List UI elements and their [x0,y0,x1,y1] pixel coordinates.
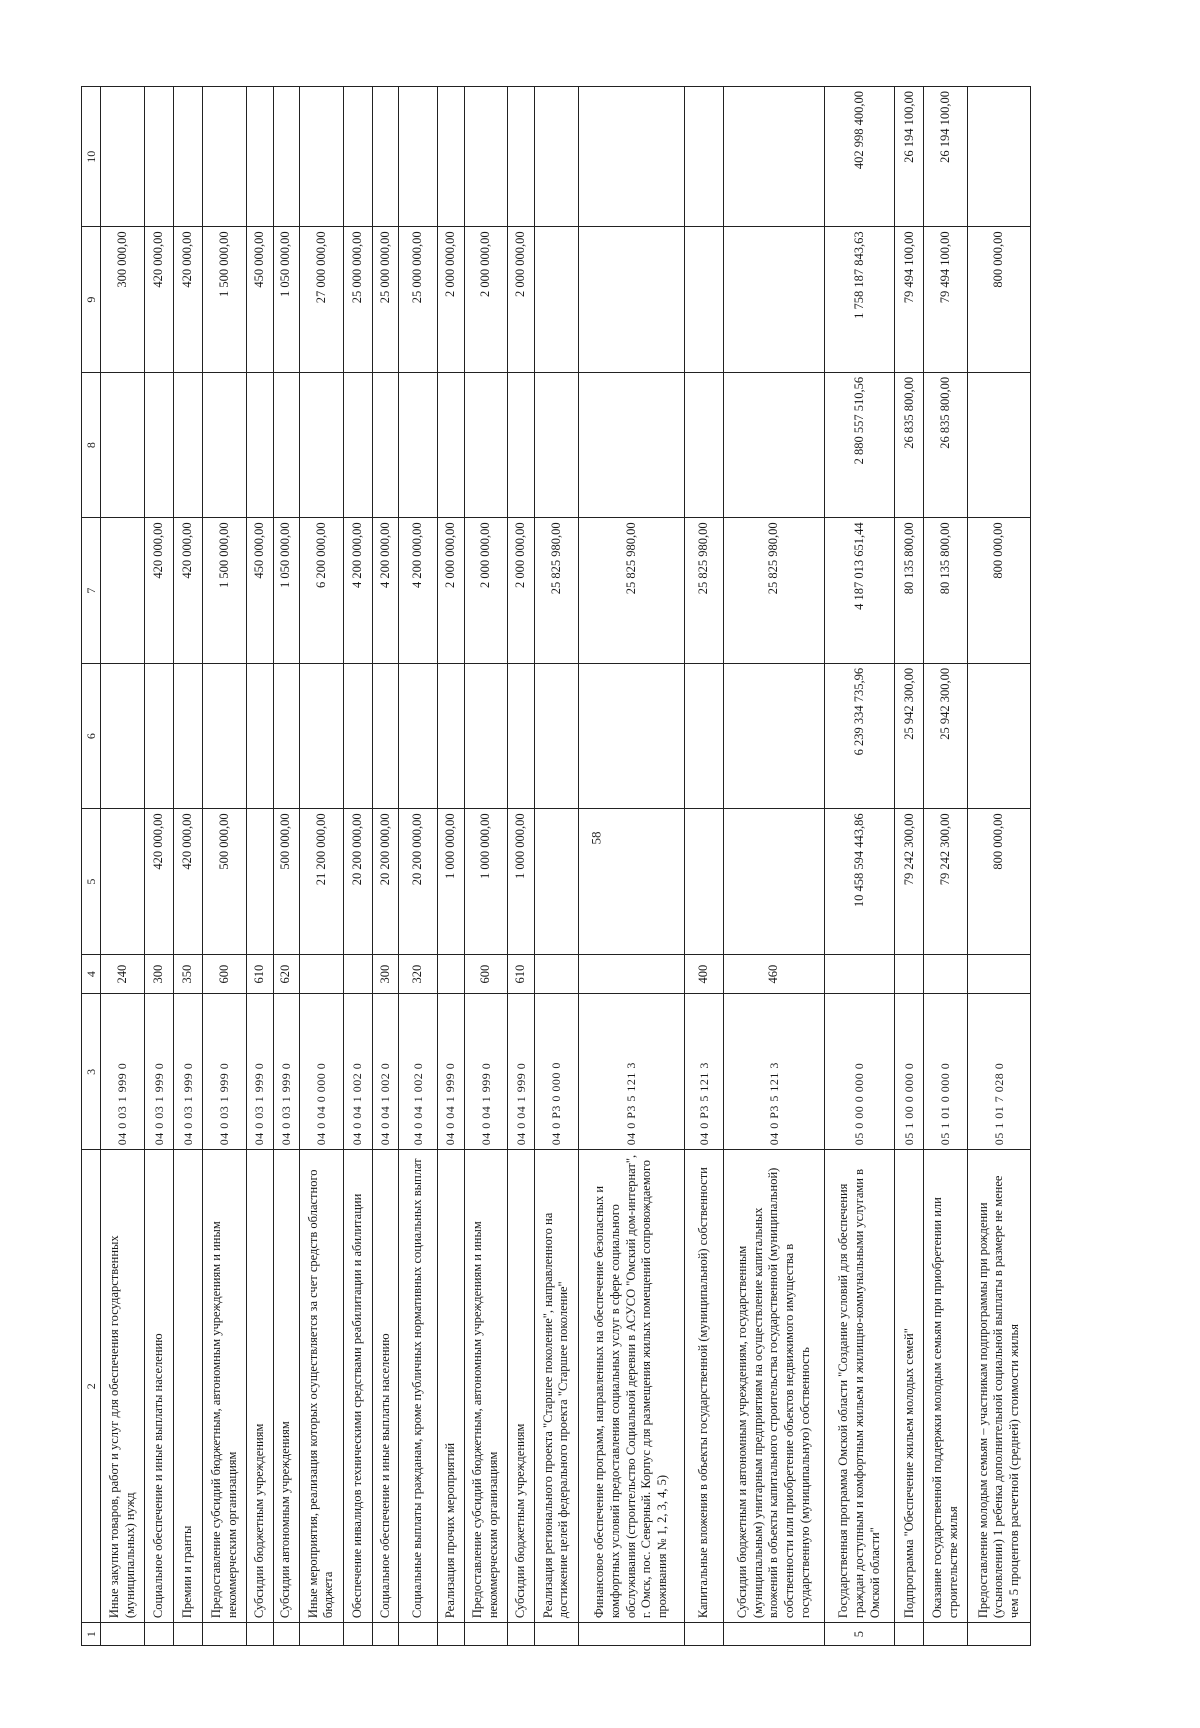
cell-col-8 [535,372,579,518]
cell-col-2: Реализация прочих мероприятий [438,1150,465,1623]
cell-col-4: 300 [372,954,399,993]
cell-col-2: Предоставление субсидий бюджетным, автономным учреждениям и иным некоммерческим организациям [203,1150,247,1623]
cell-col-4: 600 [203,954,247,993]
cell-col-5: 79 242 300,00 [895,809,924,955]
cell-col-9 [578,227,684,373]
cell-col-4 [343,954,372,993]
cell-col-5: 79 242 300,00 [924,809,968,955]
cell-col-4: 320 [399,954,438,993]
cell-col-2: Иные мероприятия, реализация которых осуществляется за счет средств областного бюджета [300,1150,344,1623]
cell-col-7: 2 000 000,00 [464,518,508,664]
cell-col-7: 800 000,00 [968,518,1031,664]
header-cell: 2 [82,1150,101,1623]
cell-col-5 [578,809,684,955]
cell-col-4 [578,954,684,993]
cell-col-3: 04 0 03 1 999 0 [145,994,174,1150]
cell-col-6 [372,663,399,809]
cell-col-10 [300,87,344,227]
cell-col-7: 1 050 000,00 [273,518,300,664]
cell-col-6 [343,663,372,809]
cell-col-9: 25 000 000,00 [399,227,438,373]
header-cell: 5 [82,809,101,955]
cell-col-1 [203,1623,247,1646]
header-row [82,87,101,1646]
cell-col-10 [464,87,508,227]
cell-col-1 [273,1623,300,1646]
cell-col-1: 5 [825,1623,895,1646]
cell-col-8 [372,372,399,518]
cell-col-5: 420 000,00 [145,809,174,955]
cell-col-7: 4 187 013 651,44 [825,518,895,664]
cell-col-6 [246,663,273,809]
cell-col-8 [685,372,724,518]
table-row [438,87,465,1646]
cell-col-4 [968,954,1031,993]
cell-col-2: Обеспечение инвалидов техническими средствами реабилитации и абилитации [343,1150,372,1623]
cell-col-9: 25 000 000,00 [343,227,372,373]
cell-col-4: 600 [464,954,508,993]
cell-col-9: 1 500 000,00 [203,227,247,373]
cell-col-2: Реализация регионального проекта "Старшее поколение", направленного на достижение целей федерального проекта "Старшее поколение" [535,1150,579,1623]
cell-col-9: 25 000 000,00 [372,227,399,373]
cell-col-9: 27 000 000,00 [300,227,344,373]
header-cell: 4 [82,954,101,993]
cell-col-3: 05 1 01 7 028 0 [968,994,1031,1150]
cell-col-9: 420 000,00 [145,227,174,373]
cell-col-5: 20 200 000,00 [399,809,438,955]
table-row [203,87,247,1646]
cell-col-10 [101,87,145,227]
cell-col-6 [685,663,724,809]
cell-col-3: 04 0 03 1 999 0 [246,994,273,1150]
cell-col-9: 79 494 100,00 [895,227,924,373]
cell-col-9 [535,227,579,373]
cell-col-3: 04 0 04 1 002 0 [399,994,438,1150]
header-cell: 10 [82,87,101,227]
cell-col-7: 2 000 000,00 [508,518,535,664]
table-row [723,87,825,1646]
cell-col-1 [101,1623,145,1646]
cell-col-10 [968,87,1031,227]
cell-col-7: 420 000,00 [174,518,203,664]
cell-col-3: 04 0 04 1 002 0 [372,994,399,1150]
cell-col-10 [372,87,399,227]
cell-col-8 [508,372,535,518]
cell-col-8 [145,372,174,518]
cell-col-8 [578,372,684,518]
cell-col-9: 2 000 000,00 [508,227,535,373]
cell-col-2: Капитальные вложения в объекты государственной (муниципальной) собственности [685,1150,724,1623]
cell-col-1 [246,1623,273,1646]
cell-col-9: 1 050 000,00 [273,227,300,373]
cell-col-3: 04 0 P3 5 121 3 [578,994,684,1150]
cell-col-2: Социальное обеспечение и иные выплаты населению [145,1150,174,1623]
cell-col-1 [145,1623,174,1646]
table-row [399,87,438,1646]
cell-col-10 [685,87,724,227]
table-row [343,87,372,1646]
cell-col-4: 400 [685,954,724,993]
cell-col-7: 4 200 000,00 [372,518,399,664]
cell-col-3: 04 0 P3 5 121 3 [723,994,825,1150]
cell-col-4 [300,954,344,993]
cell-col-5 [246,809,273,955]
cell-col-8: 26 835 800,00 [924,372,968,518]
cell-col-4: 460 [723,954,825,993]
cell-col-7: 450 000,00 [246,518,273,664]
cell-col-5: 10 458 594 443,86 [825,809,895,955]
table-row [924,87,968,1646]
cell-col-4: 610 [246,954,273,993]
cell-col-1 [968,1623,1031,1646]
cell-col-7: 1 500 000,00 [203,518,247,664]
budget-table [81,86,1031,1646]
cell-col-1 [685,1623,724,1646]
cell-col-3: 04 0 03 1 999 0 [174,994,203,1150]
table-wrapper [81,86,1031,1646]
cell-col-9 [723,227,825,373]
cell-col-6 [273,663,300,809]
cell-col-8 [968,372,1031,518]
cell-col-2: Предоставление субсидий бюджетным, автономным учреждениям и иным некоммерческим организациям [464,1150,508,1623]
cell-col-1 [535,1623,579,1646]
cell-col-2: Субсидии бюджетным учреждениям [508,1150,535,1623]
cell-col-1 [924,1623,968,1646]
cell-col-8 [464,372,508,518]
header-cell: 7 [82,518,101,664]
cell-col-4: 300 [145,954,174,993]
cell-col-9: 450 000,00 [246,227,273,373]
cell-col-9: 1 758 187 843,63 [825,227,895,373]
cell-col-10 [399,87,438,227]
cell-col-8 [300,372,344,518]
cell-col-10 [535,87,579,227]
cell-col-2: Финансовое обеспечение программ, направленных на обеспечение безопасных и комфортных условий предоставления социальных услуг в сфере социального обслуживания (строительство Социальной деревни в АСУСО "Омский дом-интернат", г. Омск, пос. Северный. Корпус для размещения жилых помещений сопровождаемого проживания № 1, 2, 3, 4, 5) [578,1150,684,1623]
cell-col-6 [399,663,438,809]
cell-col-4 [825,954,895,993]
cell-col-7 [101,518,145,664]
cell-col-5: 500 000,00 [203,809,247,955]
cell-col-7: 6 200 000,00 [300,518,344,664]
table-row [578,87,684,1646]
cell-col-3: 04 0 04 1 002 0 [343,994,372,1150]
table-row [300,87,344,1646]
cell-col-8 [438,372,465,518]
cell-col-2: Подпрограмма "Обеспечение жильем молодых семей" [895,1150,924,1623]
cell-col-3: 04 0 04 0 000 0 [300,994,344,1150]
cell-col-1 [399,1623,438,1646]
cell-col-6 [300,663,344,809]
cell-col-7: 25 825 980,00 [535,518,579,664]
cell-col-6 [578,663,684,809]
table-row [825,87,895,1646]
cell-col-6 [101,663,145,809]
header-cell: 9 [82,227,101,373]
cell-col-3: 04 0 04 1 999 0 [438,994,465,1150]
cell-col-1 [438,1623,465,1646]
cell-col-5 [535,809,579,955]
cell-col-3: 05 0 00 0 000 0 [825,994,895,1150]
cell-col-2: Иные закупки товаров, работ и услуг для обеспечения государственных (муниципальных) нужд [101,1150,145,1623]
cell-col-2: Социальные выплаты гражданам, кроме публичных нормативных социальных выплат [399,1150,438,1623]
cell-col-2: Субсидии бюджетным учреждениям [246,1150,273,1623]
cell-col-5: 21 200 000,00 [300,809,344,955]
table-row [464,87,508,1646]
cell-col-5: 20 200 000,00 [372,809,399,955]
cell-col-10 [343,87,372,227]
cell-col-8 [174,372,203,518]
cell-col-2: Премии и гранты [174,1150,203,1623]
cell-col-1 [174,1623,203,1646]
table-row [895,87,924,1646]
cell-col-2: Субсидии автономным учреждениям [273,1150,300,1623]
table-body [82,87,1031,1646]
cell-col-10 [438,87,465,227]
cell-col-6: 25 942 300,00 [924,663,968,809]
cell-col-7: 25 825 980,00 [578,518,684,664]
cell-col-3: 04 0 03 1 999 0 [273,994,300,1150]
cell-col-6 [145,663,174,809]
cell-col-10: 26 194 100,00 [895,87,924,227]
cell-col-9 [685,227,724,373]
cell-col-8 [246,372,273,518]
cell-col-3: 04 0 P3 5 121 3 [685,994,724,1150]
table-row [101,87,145,1646]
cell-col-3: 05 1 00 0 000 0 [895,994,924,1150]
table-row [273,87,300,1646]
header-cell: 8 [82,372,101,518]
table-row [968,87,1031,1646]
cell-col-6 [535,663,579,809]
cell-col-8 [203,372,247,518]
cell-col-1 [300,1623,344,1646]
cell-col-9: 79 494 100,00 [924,227,968,373]
table-row [246,87,273,1646]
cell-col-9: 300 000,00 [101,227,145,373]
cell-col-6: 25 942 300,00 [895,663,924,809]
cell-col-3: 04 0 04 1 999 0 [464,994,508,1150]
cell-col-8 [399,372,438,518]
cell-col-8 [101,372,145,518]
cell-col-7: 2 000 000,00 [438,518,465,664]
cell-col-7: 4 200 000,00 [399,518,438,664]
cell-col-3: 05 1 01 0 000 0 [924,994,968,1150]
cell-col-2: Оказание государственной поддержки молодым семьям при приобретении или строительстве жилья [924,1150,968,1623]
cell-col-1 [372,1623,399,1646]
cell-col-6: 6 239 334 735,96 [825,663,895,809]
cell-col-2: Социальное обеспечение и иные выплаты населению [372,1150,399,1623]
cell-col-3: 04 0 P3 0 000 0 [535,994,579,1150]
cell-col-5: 20 200 000,00 [343,809,372,955]
table-row [535,87,579,1646]
cell-col-8 [273,372,300,518]
cell-col-5 [685,809,724,955]
cell-col-1 [723,1623,825,1646]
cell-col-7: 25 825 980,00 [723,518,825,664]
cell-col-7: 80 135 800,00 [924,518,968,664]
cell-col-10 [273,87,300,227]
cell-col-1 [895,1623,924,1646]
table-row [174,87,203,1646]
cell-col-10 [578,87,684,227]
header-cell: 3 [82,994,101,1150]
cell-col-5: 420 000,00 [174,809,203,955]
cell-col-5: 800 000,00 [968,809,1031,955]
cell-col-5: 1 000 000,00 [438,809,465,955]
cell-col-5: 1 000 000,00 [464,809,508,955]
cell-col-4: 350 [174,954,203,993]
cell-col-9: 2 000 000,00 [464,227,508,373]
cell-col-10 [203,87,247,227]
cell-col-7: 4 200 000,00 [343,518,372,664]
table-row [145,87,174,1646]
cell-col-6 [174,663,203,809]
cell-col-10 [145,87,174,227]
cell-col-5 [723,809,825,955]
cell-col-6 [203,663,247,809]
cell-col-5: 1 000 000,00 [508,809,535,955]
cell-col-1 [464,1623,508,1646]
cell-col-3: 04 0 03 1 999 0 [203,994,247,1150]
cell-col-9: 2 000 000,00 [438,227,465,373]
cell-col-6 [723,663,825,809]
cell-col-8: 2 880 557 510,56 [825,372,895,518]
cell-col-1 [578,1623,684,1646]
cell-col-10: 26 194 100,00 [924,87,968,227]
cell-col-4 [535,954,579,993]
cell-col-7: 420 000,00 [145,518,174,664]
page-number: 58 [588,831,604,845]
header-cell: 1 [82,1623,101,1646]
cell-col-6 [438,663,465,809]
cell-col-7: 80 135 800,00 [895,518,924,664]
cell-col-5: 500 000,00 [273,809,300,955]
cell-col-10 [508,87,535,227]
cell-col-2: Государственная программа Омской области "Создание условий для обеспечения граждан доступным и комфортным жильем и жилищно-коммунальными услугами в Омской области" [825,1150,895,1623]
cell-col-4 [895,954,924,993]
cell-col-5 [101,809,145,955]
cell-col-10: 402 998 400,00 [825,87,895,227]
cell-col-7: 25 825 980,00 [685,518,724,664]
cell-col-2: Субсидии бюджетным и автономным учреждениям, государственным (муниципальным) унитарным предприятиям на осуществление капитальных вложений в объекты капитального строительства государственной (муниципальной) собственности или приобретение объектов недвижимого имущества в государственную (муниципальную) собственность [723,1150,825,1623]
table-row [685,87,724,1646]
cell-col-10 [246,87,273,227]
cell-col-6 [968,663,1031,809]
cell-col-6 [508,663,535,809]
header-cell: 6 [82,663,101,809]
cell-col-8 [723,372,825,518]
cell-col-9: 800 000,00 [968,227,1031,373]
cell-col-4: 610 [508,954,535,993]
table-row [372,87,399,1646]
table-row [508,87,535,1646]
cell-col-8: 26 835 800,00 [895,372,924,518]
cell-col-4 [924,954,968,993]
cell-col-4: 620 [273,954,300,993]
cell-col-8 [343,372,372,518]
cell-col-10 [723,87,825,227]
cell-col-1 [508,1623,535,1646]
cell-col-4: 240 [101,954,145,993]
cell-col-3: 04 0 04 1 999 0 [508,994,535,1150]
cell-col-4 [438,954,465,993]
cell-col-3: 04 0 03 1 999 0 [101,994,145,1150]
cell-col-1 [343,1623,372,1646]
cell-col-6 [464,663,508,809]
cell-col-2: Предоставление молодым семьям – участникам подпрограммы при рождении (усыновлении) 1 ребенка дополнительной социальной выплаты в размере не менее чем 5 процентов расчетной (средней) стоимости жилья [968,1150,1031,1623]
cell-col-10 [174,87,203,227]
cell-col-9: 420 000,00 [174,227,203,373]
